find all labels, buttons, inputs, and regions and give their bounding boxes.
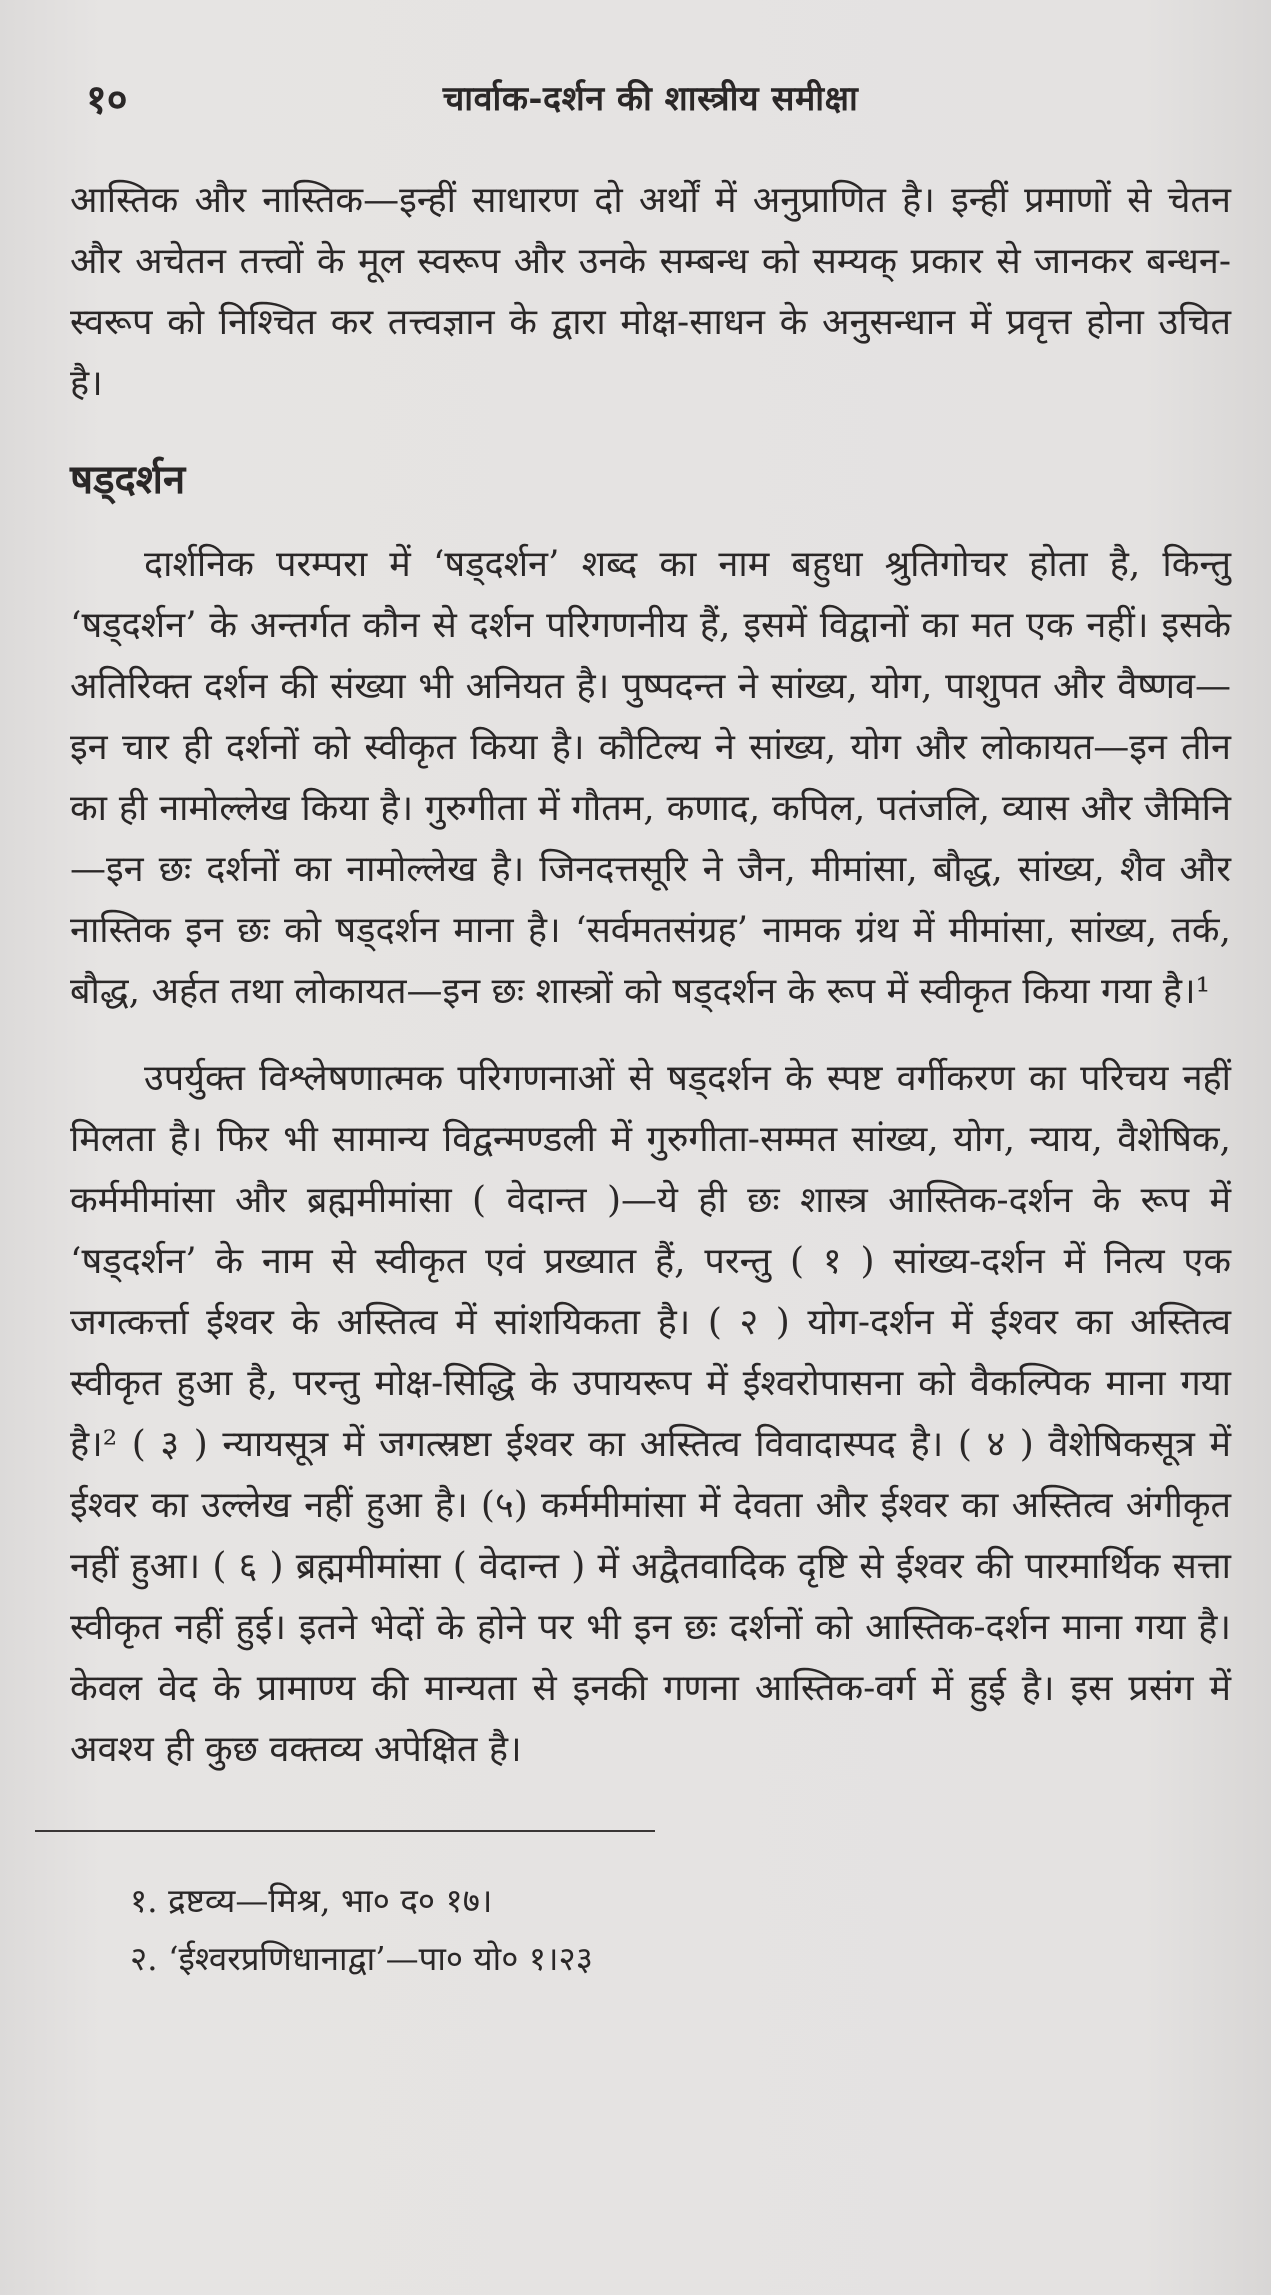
paragraph-shaddarshan-intro: दार्शनिक परम्परा में ‘षड्दर्शन’ शब्द का नाम बहुधा श्रुतिगोचर होता है, किन्तु ‘षड्दर्शन’ के अन्तर्गत कौन से दर्शन परिगणनीय हैं, इसमें विद्वानों का मत एक नहीं। इसके अतिरिक्त दर्शन की संख्या भी अनियत है। पुष्पदन्त ने सांख्य, योग, पाशुपत और वैष्णव—इन चार ही दर्शनों को स्वीकृत किया है। कौटिल्य ने सांख्य, योग और लोकायत—इन तीन का ही नामोल्लेख किया है। गुरुगीता में गौतम, कणाद, कपिल, पतंजलि, व्यास और जैमिनि—इन छः दर्शनों का नामोल्लेख है। जिनदत्तसूरि ने जैन, मीमांसा, बौद्ध, सांख्य, शैव और नास्तिक इन छः को षड्दर्शन माना है। ‘सर्वमतसंग्रह’ नामक ग्रंथ में मीमांसा, सांख्य, तर्क, बौद्ध, अर्हत तथा लोकायत—इन छः शास्त्रों को षड्दर्शन के रूप में स्वीकृत किया गया है।¹ (70, 544, 1231, 1012)
footnotes (70, 1872, 1231, 1988)
paragraph-classification: उपर्युक्त विश्लेषणात्मक परिगणनाओं से षड्दर्शन के स्पष्ट वर्गीकरण का परिचय नहीं मिलता है। फिर भी सामान्य विद्वन्मण्डली में गुरुगीता-सम्मत सांख्य, योग, न्याय, वैशेषिक, कर्ममीमांसा और ब्रह्ममीमांसा ( वेदान्त )—ये ही छः शास्त्र आस्तिक-दर्शन के रूप में ‘षड्दर्शन’ के नाम से स्वीकृत एवं प्रख्यात हैं, परन्तु ( १ ) सांख्य-दर्शन में नित्य एक जगत्कर्त्ता ईश्वर के अस्तित्व में सांशयिकता है। ( २ ) योग-दर्शन में ईश्वर का अस्तित्व स्वीकृत हुआ है, परन्तु मोक्ष-सिद्धि के उपायरूप में ईश्वरोपासना को वैकल्पिक माना गया है।² ( ३ ) न्यायसूत्र में जगत्स्रष्टा ईश्वर का अस्तित्व विवादास्पद है। ( ४ ) वैशेषिकसूत्र में ईश्वर का उल्लेख नहीं हुआ है। (५) कर्ममीमांसा में देवता और ईश्वर का अस्तित्व अंगीकृत नहीं हुआ। ( ६ ) ब्रह्ममीमांसा ( वेदान्त ) में अद्वैतवादिक दृष्टि से ईश्वर की पारमार्थिक सत्ता स्वीकृत नहीं हुई। इतने भेदों के होने पर भी इन छः दर्शनों को आस्तिक-दर्शन माना गया है। केवल वेद के प्रामाण्य की मान्यता से इनकी गणना आस्तिक-वर्ग में हुई है। इस प्रसंग में अवश्य ही कुछ वक्तव्य अपेक्षित है। (70, 1058, 1231, 1770)
footnote-divider (35, 1830, 655, 1832)
paragraph-continued: आस्तिक और नास्तिक—इन्हीं साधारण दो अर्थों में अनुप्राणित है। इन्हीं प्रमाणों से चेतन और अचेतन तत्त्वों के मूल स्वरूप और उनके सम्बन्ध को सम्यक् प्रकार से जानकर बन्धन-स्वरूप को निश्चित कर तत्त्वज्ञान के द्वारा मोक्ष-साधन के अनुसन्धान में प्रवृत्त होना उचित है। (70, 180, 1231, 404)
page-number: १० (86, 76, 128, 123)
running-header (70, 70, 1231, 130)
footnote-2: २. ‘ईश्वरप्रणिधानाद्वा’—पा० यो० १।२३ (130, 1939, 593, 1978)
section-heading: षड्दर्शन (70, 456, 186, 503)
book-title: चार्वाक-दर्शन की शास्त्रीय समीक्षा (442, 79, 859, 119)
footnote-1: १. द्रष्टव्य—मिश्र, भा० द० १७। (130, 1881, 493, 1920)
